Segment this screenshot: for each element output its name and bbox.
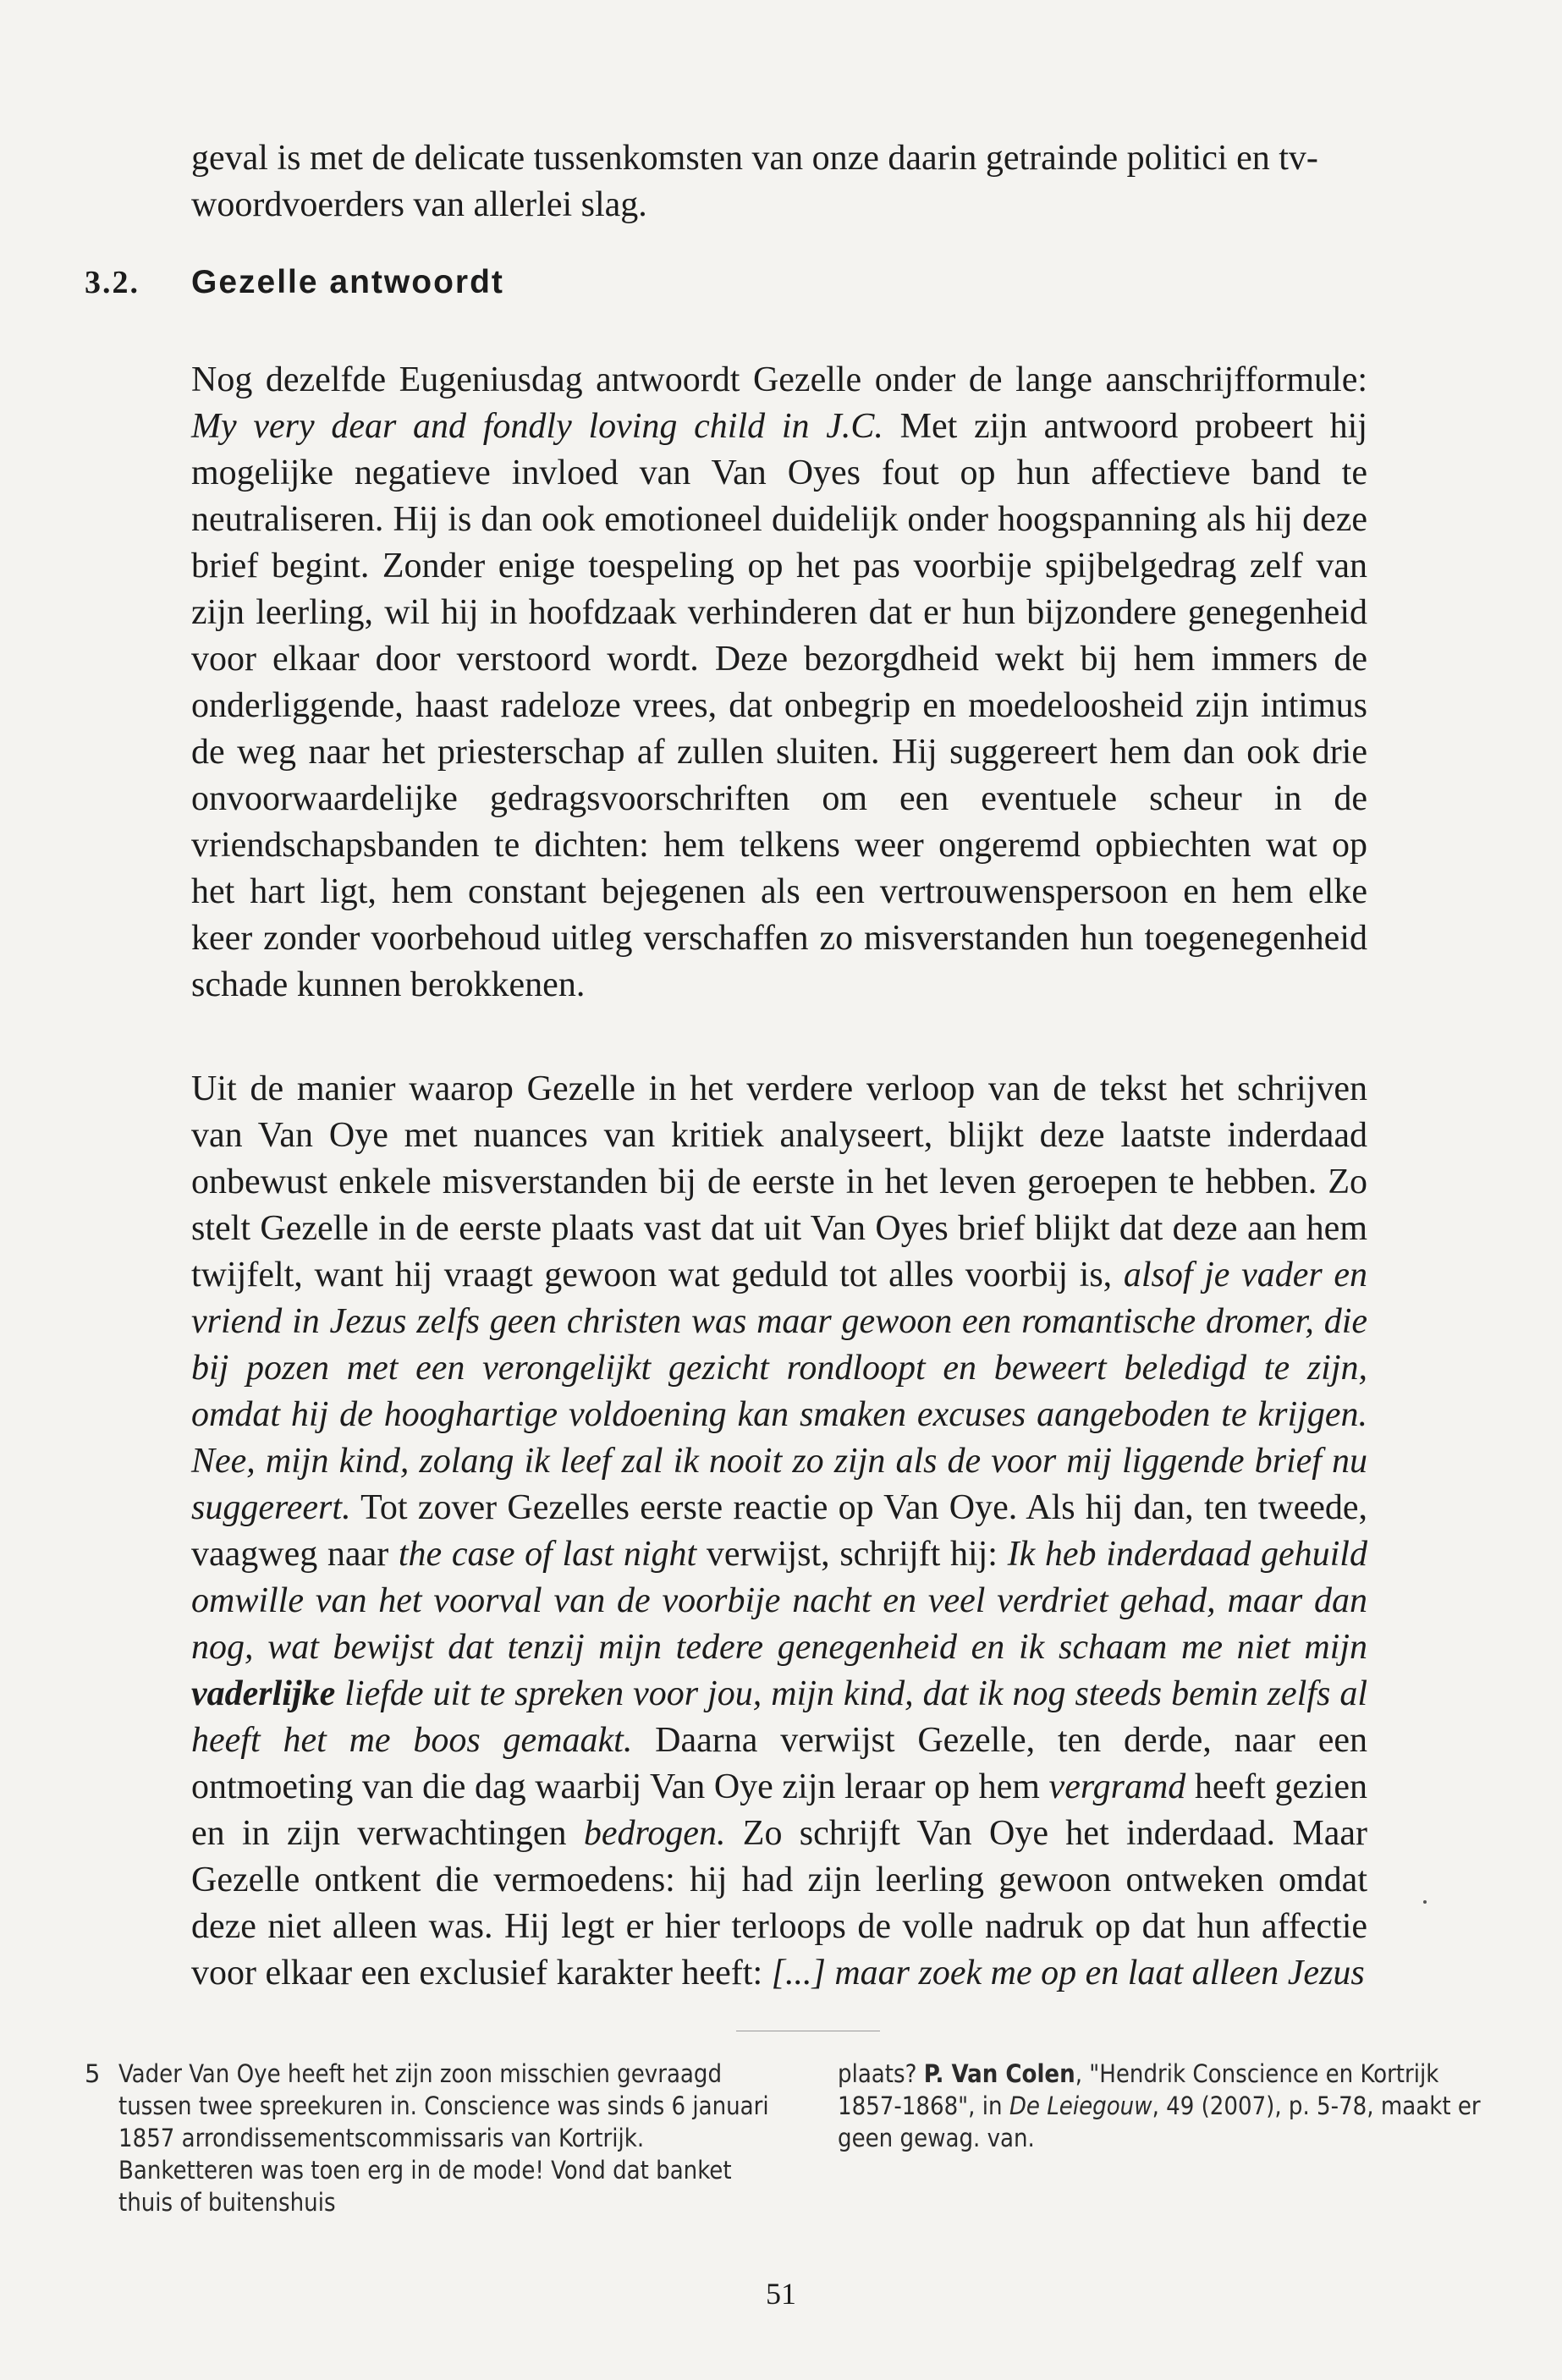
footnote-author: P. Van Colen [923,2059,1075,2088]
paragraph-1-text: Nog dezelfde Eugeniusdag antwoordt Gezelle onder de lange aanschrijfformule: [191,360,1367,399]
page-number: 51 [766,2277,796,2311]
salutation-quote: My very dear and fondly loving child in J.C. [191,407,883,446]
paragraph-2 [191,1066,1367,1997]
paragraph-2-text: Tot zover Gezelles eerste reactie op Van Oye. Als hij dan, ten tweede, vaagweg naar [191,1488,1367,1574]
paragraph-2-text: heeft gezien en in zijn verwachtingen [191,1767,1367,1853]
paragraph-2-text: Uit de manier waarop Gezelle in het verdere verloop van de tekst het schrijven van Van Oye met nuances van kritiek analyseert, blijkt deze laatste inderdaad onbewust enkele misverstanden bij de eerste in het leven geroepen te hebben. Zo stelt Gezelle in de eerste plaats vast dat uit Van Oyes brief blijkt dat deze aan hem twijfelt, want hij vraagt gewoon wat geduld tot alles voorbij is, [191,1069,1367,1294]
footnote-text: , 49 (2007), p. 5-78, maakt er geen gewag. van. [838,2091,1481,2152]
emphasized-word: vaderlijke [191,1674,336,1713]
paragraph-1 [191,357,1367,1009]
footnote-text: , "Hendrik Conscience en Kortrijk 1857-1868", in [838,2059,1439,2120]
footnote-number: 5 [85,2059,101,2088]
paragraph-2-text: verwijst, schrijft hij: [696,1535,1008,1574]
letter-quote: Ik heb inderdaad gehuild omwille van het voorval van de voorbije nacht en veel verdriet gehad, maar dan nog, wat bewijst dat tenzij mijn tedere genegenheid en ik schaam me niet mijn [191,1535,1367,1667]
letter-quote: [...] maar zoek me op en laat alleen Jezus [771,1954,1365,1992]
section-title: Gezelle antwoordt [191,264,504,300]
letter-quote: liefde uit te spreken voor jou, mijn kind, dat ik nog steeds bemin zelfs al heeft het me boos gemaakt. [191,1674,1367,1760]
paragraph-2-text: Zo schrijft Van Oye het inderdaad. Maar Gezelle ontkent die vermoedens: hij had zijn leerling gewoon ontweken omdat deze niet alleen was. Hij legt er hier terloops de volle nadruk op dat hun affectie voor elkaar een exclusief karakter heeft: [191,1814,1367,1992]
letter-quote: vergramd [1048,1767,1186,1806]
footnote-left-column: Vader Van Oye heeft het zijn zoon misschien gevraagd tussen twee spreekuren in. Conscience was sinds 6 januari 1857 arrondissementscommissaris van Kortrijk. Banketteren was toen erg in de mode! Vond dat banket thuis of buitenshuis [118,2059,769,2217]
paragraph-1-text: Met zijn antwoord probeert hij mogelijke negatieve invloed van Van Oyes fout op hun affectieve band te neutraliseren. Hij is dan ook emotioneel duidelijk onder hoogspanning als hij deze brief begint. Zonder enige toespeling op het pas voorbije spijbelgedrag zelf van zijn leerling, wil hij in hoofdzaak verhinderen dat er hun bijzondere genegenheid voor elkaar door verstoord wordt. Deze bezorgdheid wekt bij hem immers de onderliggende, haast radeloze vrees, dat onbegrip en moedeloosheid zijn intimus de weg naar het priesterschap af zullen sluiten. Hij suggereert hem dan ook drie onvoorwaardelijke gedragsvoorschriften om een eventuele scheur in de vriendschapsbanden te dichten: hem telkens weer ongeremd opbiechten wat op het hart ligt, hem constant bejegenen als een vertrouwenspersoon en hem elke keer zonder voorbehoud uitleg verschaffen zo misverstanden hun toegenegenheid schade kunnen berokkenen. [191,407,1367,1004]
letter-quote: the case of last night [398,1535,697,1574]
section-heading [85,264,504,315]
letter-quote: alsof je vader en vriend in Jezus zelfs geen christen was maar gewoon een romantische dromer, die bij pozen met een verongelijkt gezicht rondloopt en beweert beledigd te zijn, omdat hij de hooghartige voldoening kan smaken excuses aangeboden te krijgen. Nee, mijn kind, zolang ik leef zal ik nooit zo zijn als de voor mij liggende brief nu suggereert. [191,1256,1367,1527]
footnote-journal: De Leiegouw [1009,2091,1152,2120]
paragraph-2-text: Daarna verwijst Gezelle, ten derde, naar een ontmoeting van die dag waarbij Van Oye zijn leraar op hem [191,1721,1367,1806]
footnote-right-column [838,2058,1506,2154]
speck-mark [1423,1900,1427,1904]
letter-quote: bedrogen. [583,1814,726,1853]
opening-paragraph: geval is met de delicate tussenkomsten van onze daarin getrainde politici en tv-woordvoerders van allerlei slag. [191,139,1318,224]
section-number: 3.2. [85,265,140,300]
footnote-text: plaats? [838,2059,924,2088]
